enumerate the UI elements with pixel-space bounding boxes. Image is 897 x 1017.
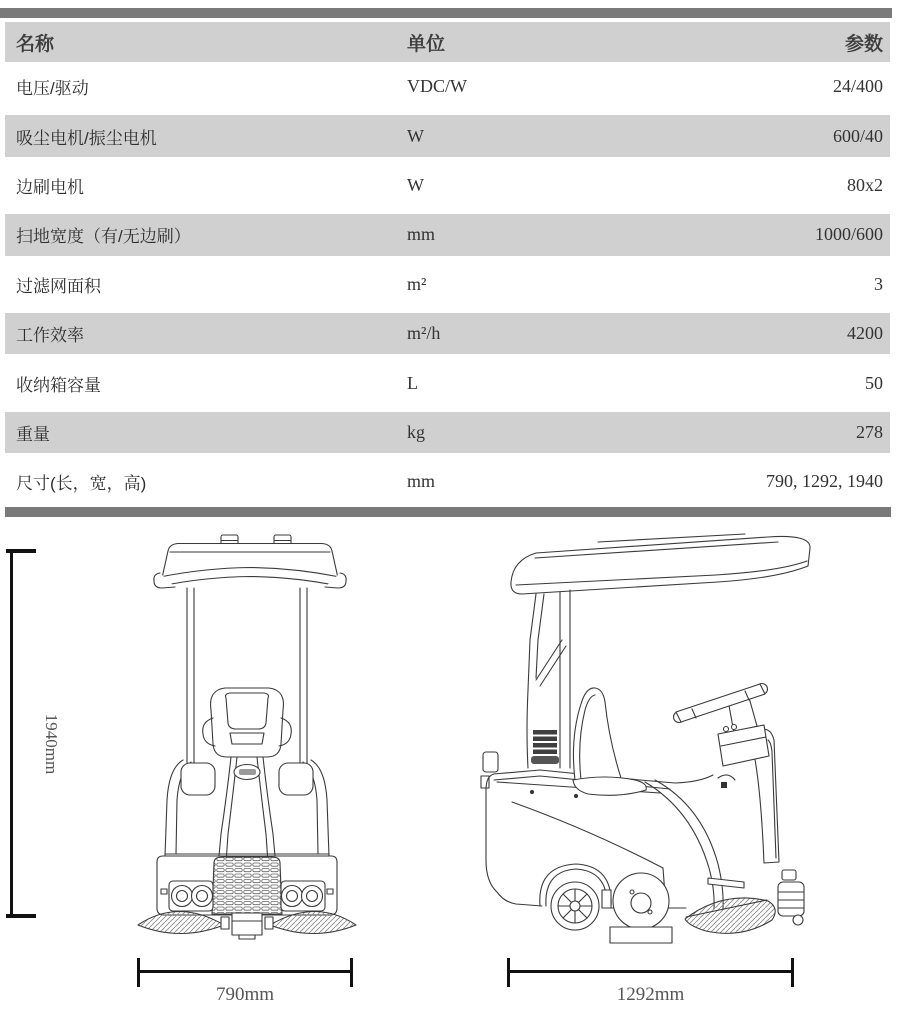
spec-name: 重量 (16, 424, 50, 444)
spec-unit: kg (407, 421, 425, 442)
spec-unit: mm (407, 471, 436, 492)
spec-value: 80x2 (847, 174, 883, 195)
spec-unit: W (407, 125, 424, 146)
side-brush (685, 898, 775, 933)
spec-unit: m² (407, 273, 427, 294)
table-row (5, 309, 890, 358)
spec-name: 扫地宽度（有/无边刷） (16, 227, 191, 247)
front-view-drawing (135, 532, 393, 940)
spec-unit: VDC/W (407, 76, 467, 97)
spec-name: 吸尘电机/振尘电机 (16, 128, 157, 148)
length-dimension-tick-right (791, 958, 794, 987)
spec-name: 工作效率 (16, 326, 84, 346)
headlight (282, 886, 303, 907)
spec-unit: m²/h (407, 323, 441, 344)
spec-unit: mm (407, 224, 436, 245)
table-row (5, 260, 890, 309)
side-brushes (138, 912, 356, 940)
column-header-unit: 单位 (407, 33, 446, 55)
table-row (5, 111, 890, 160)
spec-value: 50 (865, 372, 883, 393)
spec-value: 4200 (847, 323, 883, 344)
height-dimension-tick-bottom (6, 914, 36, 918)
front-bumper (157, 854, 337, 915)
height-dimension-tick-top (6, 549, 36, 553)
headlight (302, 886, 323, 907)
width-dimension-line (138, 970, 352, 973)
table-row (5, 358, 890, 407)
spec-name: 边刷电机 (16, 177, 84, 197)
intake-bellows (531, 730, 559, 764)
table-header-row (5, 22, 890, 62)
canopy (154, 535, 346, 588)
column-header-value: 参数 (844, 33, 883, 55)
spec-value: 790, 1292, 1940 (766, 471, 883, 492)
spec-unit: L (407, 372, 418, 393)
spec-name: 电压/驱动 (16, 79, 89, 99)
table-row (5, 408, 890, 457)
grille (212, 857, 282, 914)
length-dimension-line (508, 970, 793, 973)
headlight (192, 886, 213, 907)
height-dimension-label: 1940mm (42, 713, 61, 775)
spec-value: 24/400 (832, 76, 883, 97)
canopy (511, 534, 810, 594)
width-dimension-tick-right (350, 958, 353, 987)
spec-value: 600/40 (832, 125, 883, 146)
side-view-drawing (480, 528, 820, 948)
spec-name: 收纳箱容量 (16, 375, 101, 395)
spec-table (5, 22, 890, 507)
bottom-divider-bar (5, 507, 891, 517)
spec-unit: W (407, 174, 424, 195)
rear-wheel (540, 864, 611, 930)
table-row (5, 210, 890, 259)
spec-name: 过滤网面积 (16, 276, 101, 296)
table-row (5, 161, 890, 210)
table-row (5, 62, 890, 111)
height-dimension-line (10, 551, 13, 917)
length-dimension-tick-left (507, 958, 510, 987)
column-header-name: 名称 (16, 33, 55, 55)
spec-value: 1000/600 (814, 224, 883, 245)
table-row (5, 457, 890, 506)
headlight (172, 886, 193, 907)
steering (674, 684, 780, 889)
length-dimension-label: 1292mm (616, 984, 685, 1005)
width-dimension-label: 790mm (215, 984, 275, 1005)
top-divider-bar (0, 8, 892, 18)
spec-name: 尺寸(长，宽，高) (16, 474, 147, 494)
front-bumper (778, 870, 804, 925)
rear-post (527, 590, 570, 768)
width-dimension-tick-left (137, 958, 140, 987)
spec-value: 278 (856, 421, 883, 442)
seat (203, 688, 292, 757)
spec-value: 3 (874, 273, 883, 294)
